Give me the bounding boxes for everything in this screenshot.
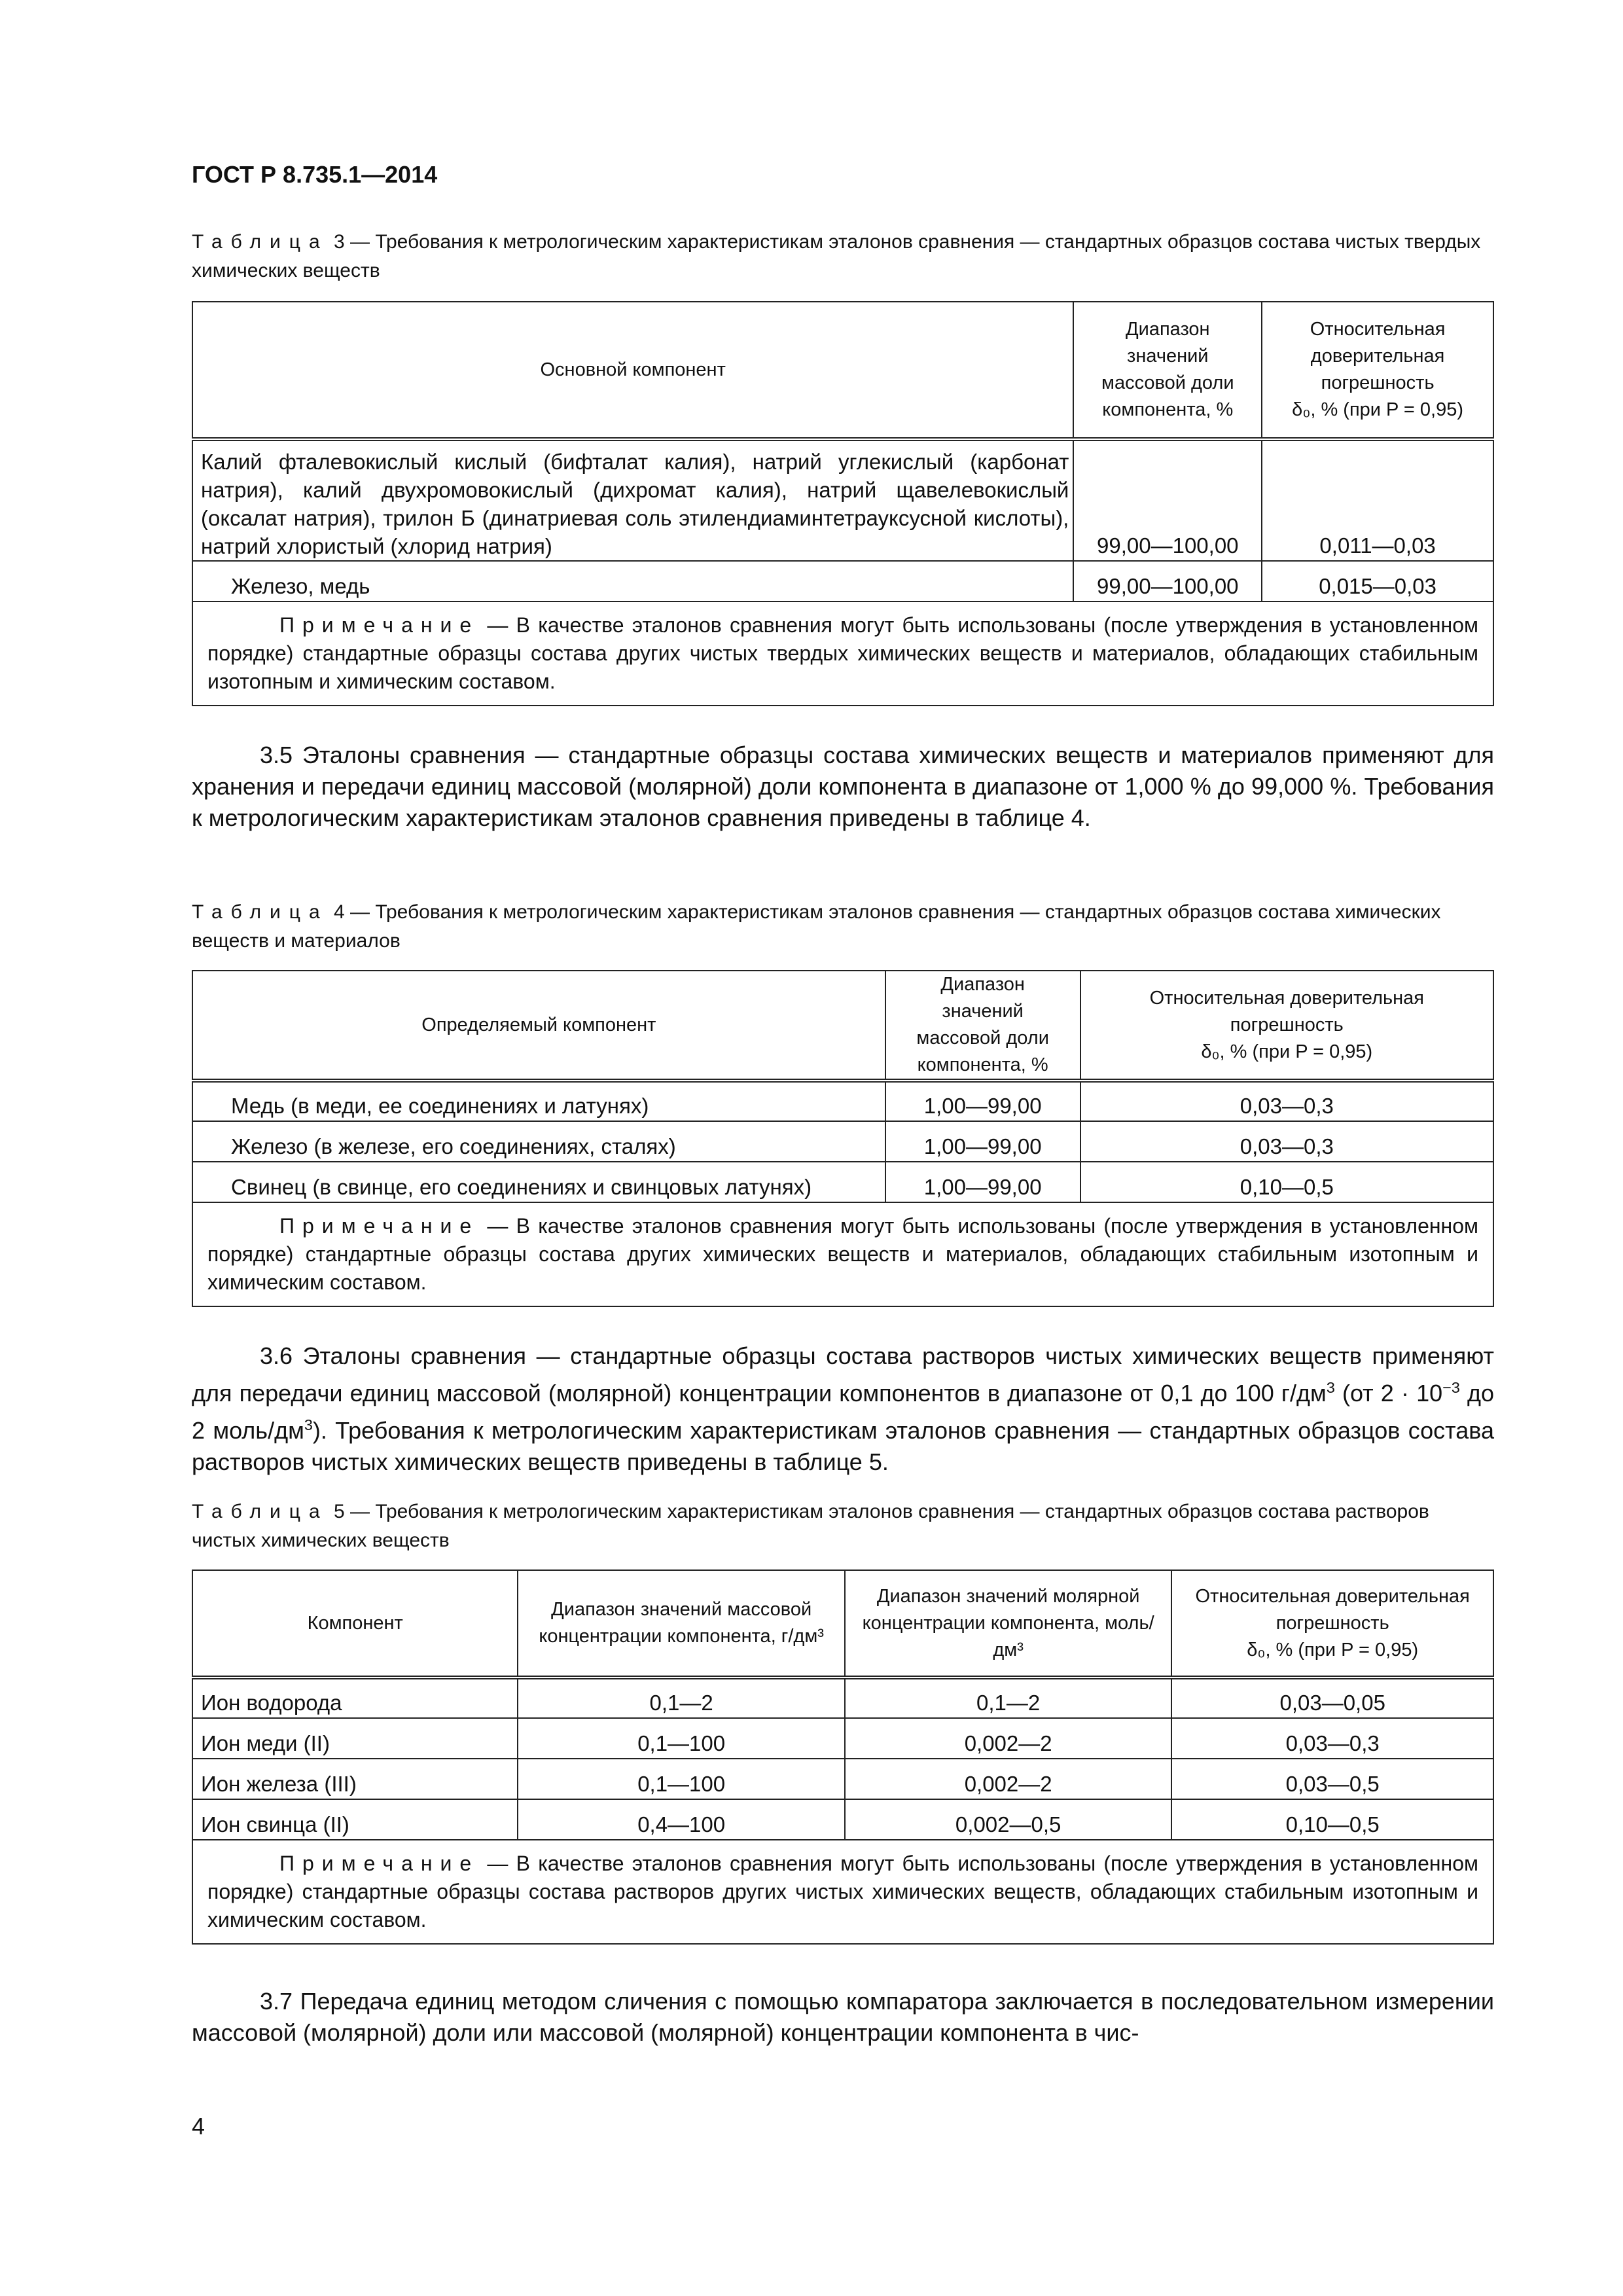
- table3-caption: [192, 228, 1494, 285]
- table3-header-range: Диапазон значений массовой доли компонента, %: [1073, 302, 1262, 439]
- table5-cell-component: Ион меди (II): [192, 1718, 518, 1759]
- table4-cell-error: 0,10—0,5: [1080, 1162, 1493, 1202]
- table4: [192, 970, 1494, 1307]
- table5-note-text: — В качестве эталонов сравнения могут быть использованы (после утверждения в установленном порядке) стандартные образцы состава растворов других чистых химических веществ, обладающих стабильным изотопным и химическим составом.: [207, 1852, 1478, 1931]
- table-row: [192, 1677, 1493, 1718]
- paragraph-3-7: [192, 1986, 1494, 2049]
- table3-cell-error: 0,011—0,03: [1262, 439, 1493, 561]
- table5-caption-word: Таблица: [192, 1501, 329, 1522]
- table-row: [192, 1162, 1493, 1202]
- table5-cell-component: Ион свинца (II): [192, 1799, 518, 1840]
- paragraph-3-5: [192, 740, 1494, 834]
- table5-cell-molar: 0,002—2: [845, 1759, 1172, 1799]
- table4-note-word: Примечание: [279, 1214, 480, 1238]
- table4-header-error-label: Относительная доверительная погрешность: [1149, 987, 1424, 1035]
- table5-header-error-delta: δ₀, % (при P = 0,95): [1247, 1639, 1419, 1660]
- paragraph-3-7-text: 3.7 Передача единиц методом сличения с помощью компаратора заключается в последовательном измерении массовой (молярной) доли или массовой (молярной) концентрации компонента в чис-: [192, 1988, 1494, 2046]
- table-row: [192, 1718, 1493, 1759]
- table3-caption-text: 3 — Требования к метрологическим характеристикам эталонов сравнения — стандартных образцов состава чистых твердых химических веществ: [192, 231, 1481, 281]
- table3-cell-component: Калий фталевокислый кислый (бифталат калия), натрий углекислый (карбонат натрия), калий двухромовокислый (дихромат калия), натрий щавелевокислый (оксалат натрия), трилон Б (динатриевая соль этилендиаминтетрауксусной кислоты), натрий хлористый (хлорид натрия): [192, 439, 1073, 561]
- paragraph-3-6-sup3: 3: [304, 1416, 313, 1433]
- table4-caption: [192, 898, 1494, 956]
- table3-header-component: Основной компонент: [192, 302, 1073, 439]
- table4-header-error: [1080, 971, 1493, 1081]
- table3: [192, 301, 1494, 706]
- table4-header-component: Определяемый компонент: [192, 971, 885, 1081]
- table5-cell-molar: 0,002—2: [845, 1718, 1172, 1759]
- table3-header-error: [1262, 302, 1493, 439]
- paragraph-3-6: [192, 1340, 1494, 1478]
- table-row: [192, 439, 1493, 561]
- table3-cell-range: 99,00—100,00: [1073, 561, 1262, 601]
- table-row: [192, 1121, 1493, 1162]
- table5-note-row: [192, 1840, 1493, 1944]
- table5-cell-component: Ион железа (III): [192, 1759, 518, 1799]
- table5-cell-molar: 0,002—0,5: [845, 1799, 1172, 1840]
- table5-cell-mass: 0,1—100: [518, 1759, 845, 1799]
- paragraph-3-6-text-b: (от 2 · 10: [1334, 1380, 1443, 1407]
- table5-cell-error: 0,03—0,5: [1171, 1759, 1493, 1799]
- table5: [192, 1570, 1494, 1945]
- table4-header-error-delta: δ₀, % (при P = 0,95): [1201, 1041, 1373, 1062]
- table5-note: [192, 1840, 1493, 1944]
- table4-cell-error: 0,03—0,3: [1080, 1121, 1493, 1162]
- table4-cell-component: Медь (в меди, ее соединениях и латунях): [192, 1081, 885, 1121]
- table3-note: [192, 601, 1493, 706]
- paragraph-3-6-sup1: 3: [1326, 1379, 1335, 1396]
- table5-header-error-label: Относительная доверительная погрешность: [1195, 1585, 1470, 1634]
- table3-header-error-label: Относительная доверительная погрешность: [1310, 319, 1446, 393]
- table5-header-error: [1171, 1570, 1493, 1677]
- table4-caption-text: 4 — Требования к метрологическим характеристикам эталонов сравнения — стандартных образцов состава химических веществ и материалов: [192, 901, 1441, 952]
- table5-caption: [192, 1498, 1494, 1555]
- table4-header-range: Диапазон значений массовой доли компонента, %: [885, 971, 1080, 1081]
- table4-note-row: [192, 1202, 1493, 1306]
- paragraph-3-6-text-a: 3.6 Эталоны сравнения — стандартные образцы состава растворов чистых химических веществ применяют для передачи единиц массовой (молярной) концентрации компонентов в диапазоне от 0,1 до 100 г/дм: [192, 1342, 1494, 1407]
- table5-cell-component: Ион водорода: [192, 1677, 518, 1718]
- table4-cell-error: 0,03—0,3: [1080, 1081, 1493, 1121]
- table3-caption-word: Таблица: [192, 231, 329, 253]
- table5-caption-text: 5 — Требования к метрологическим характеристикам эталонов сравнения — стандартных образцов состава растворов чистых химических веществ: [192, 1501, 1429, 1551]
- table3-note-text: — В качестве эталонов сравнения могут быть использованы (после утверждения в установленном порядке) стандартные образцы состава других чистых твердых химических веществ и материалов, обладающих стабильным изотопным и химическим составом.: [207, 613, 1478, 693]
- table4-cell-range: 1,00—99,00: [885, 1081, 1080, 1121]
- table3-cell-range: 99,00—100,00: [1073, 439, 1262, 561]
- table4-cell-component: Железо (в железе, его соединениях, сталях): [192, 1121, 885, 1162]
- table5-cell-mass: 0,4—100: [518, 1799, 845, 1840]
- paragraph-3-5-text: 3.5 Эталоны сравнения — стандартные образцы состава химических веществ и материалов применяют для хранения и передачи единиц массовой (молярной) доли компонента в диапазоне от 1,000 % до 99,000 %. Требования к метрологическим характеристикам эталонов сравнения приведены в таблице 4.: [192, 742, 1494, 831]
- table3-cell-error: 0,015—0,03: [1262, 561, 1493, 601]
- table-row: [192, 1081, 1493, 1121]
- table5-cell-molar: 0,1—2: [845, 1677, 1172, 1718]
- table5-cell-error: 0,03—0,05: [1171, 1677, 1493, 1718]
- table5-cell-error: 0,10—0,5: [1171, 1799, 1493, 1840]
- table3-note-row: [192, 601, 1493, 706]
- table4-cell-range: 1,00—99,00: [885, 1121, 1080, 1162]
- table4-caption-word: Таблица: [192, 901, 329, 923]
- table3-cell-component: Железо, медь: [192, 561, 1073, 601]
- table-row: [192, 561, 1493, 601]
- paragraph-3-6-text-d: ). Требования к метрологическим характеристикам эталонов сравнения — стандартных образцов состава растворов чистых химических веществ приведены в таблице 5.: [192, 1417, 1494, 1475]
- page-number: 4: [192, 2113, 205, 2140]
- table3-note-word: Примечание: [279, 613, 480, 637]
- table5-cell-error: 0,03—0,3: [1171, 1718, 1493, 1759]
- paragraph-3-6-sup2: −3: [1442, 1379, 1460, 1396]
- table5-header-component: Компонент: [192, 1570, 518, 1677]
- table-row: [192, 1799, 1493, 1840]
- table4-note: [192, 1202, 1493, 1306]
- table5-header-molar: Диапазон значений молярной концентрации компонента, моль/дм³: [845, 1570, 1172, 1677]
- document-header: ГОСТ Р 8.735.1—2014: [192, 161, 438, 188]
- table-row: [192, 1759, 1493, 1799]
- table5-cell-mass: 0,1—100: [518, 1718, 845, 1759]
- table5-header-mass: Диапазон значений массовой концентрации компонента, г/дм³: [518, 1570, 845, 1677]
- table4-cell-component: Свинец (в свинце, его соединениях и свинцовых латунях): [192, 1162, 885, 1202]
- table5-cell-mass: 0,1—2: [518, 1677, 845, 1718]
- table4-cell-range: 1,00—99,00: [885, 1162, 1080, 1202]
- paragraph-3-6-text-c: до 2 моль/дм: [192, 1380, 1494, 1444]
- table5-note-word: Примечание: [279, 1852, 480, 1875]
- table4-note-text: — В качестве эталонов сравнения могут быть использованы (после утверждения в установленном порядке) стандартные образцы состава других химических веществ и материалов, обладающих стабильным изотопным и химическим составом.: [207, 1214, 1478, 1294]
- table3-header-error-delta: δ₀, % (при P = 0,95): [1292, 399, 1464, 420]
